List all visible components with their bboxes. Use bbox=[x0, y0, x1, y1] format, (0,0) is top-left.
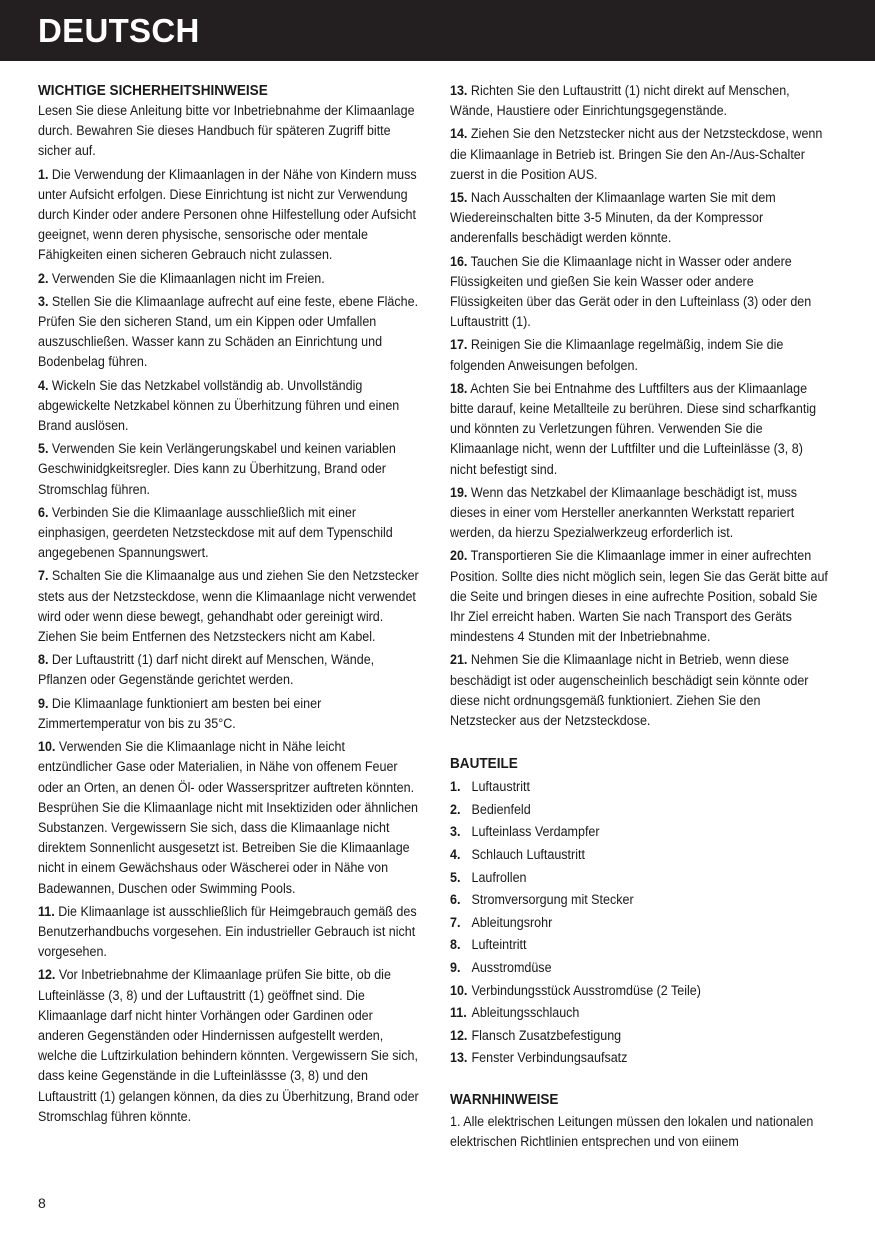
safety-list-right bbox=[450, 81, 829, 731]
safety-item bbox=[450, 650, 829, 731]
safety-item bbox=[450, 124, 829, 185]
parts-item-number: 6. bbox=[450, 892, 461, 908]
safety-item-number: 7. bbox=[38, 568, 49, 584]
warnings-text: 1. Alle elektrischen Leitungen müssen den lokalen und nationalen elektrischen Richtlinien entsprechen und von eiinem bbox=[450, 1114, 814, 1150]
safety-item-number: 9. bbox=[38, 695, 49, 711]
parts-item bbox=[450, 799, 829, 822]
safety-item-text: Stellen Sie die Klimaanlage aufrecht auf eine feste, ebene Fläche. Prüfen Sie den sicheren Stand, um ein Kippen oder Umfallen auszuschließen. Wasser kann zu Schäden an Einrichtung und Bodenbelag führen. bbox=[38, 293, 419, 370]
safety-item-text: Verwenden Sie die Klimaanlagen nicht im Freien. bbox=[51, 270, 325, 286]
safety-item bbox=[38, 650, 421, 690]
safety-heading: WICHTIGE SICHERHEITSHINWEISE bbox=[38, 83, 268, 99]
page-number: 8 bbox=[38, 1195, 46, 1211]
safety-item-text: Vor Inbetriebnahme der Klimaanlage prüfen Sie bitte, ob die Lufteinlässe (3, 8) und der Luftaustritt (1) geöffnet sind. Die Klimaanlage darf nicht hinter Vorhängen oder Gardinen oder anderen Gegenständen oder Hindernissen aufgestellt werden, welche die Luftzirkulation behindern könnten. Vergewissern Sie sich, dass keine Gegenstände in die Lufteinlässse (3, 8) und den Luftaustritt (1) gelangen können, da dies zu Überhitzung, Brand oder Stromschlag führen könnte. bbox=[38, 967, 419, 1124]
safety-item-number: 21. bbox=[450, 652, 468, 668]
safety-item-text: Reinigen Sie die Klimaanlage regelmäßig, indem Sie die folgenden Anweisungen befolgen. bbox=[450, 337, 784, 373]
parts-item-number: 1. bbox=[450, 779, 461, 795]
right-column bbox=[450, 81, 829, 1155]
safety-item-number: 4. bbox=[38, 377, 49, 393]
parts-item-label: Bedienfeld bbox=[471, 801, 531, 817]
parts-item-number: 7. bbox=[450, 914, 461, 930]
parts-item-label: Stromversorgung mit Stecker bbox=[471, 892, 634, 908]
parts-item-number: 5. bbox=[450, 869, 461, 885]
parts-item-label: Flansch Zusatzbefestigung bbox=[471, 1027, 622, 1043]
parts-item bbox=[450, 934, 829, 957]
parts-item bbox=[450, 1025, 829, 1048]
safety-item bbox=[38, 965, 421, 1127]
safety-item-number: 3. bbox=[38, 293, 49, 309]
page-title: DEUTSCH bbox=[38, 12, 200, 49]
safety-item-number: 12. bbox=[38, 967, 56, 983]
parts-item bbox=[450, 821, 829, 844]
parts-item-number: 8. bbox=[450, 937, 461, 953]
parts-item-label: Schlauch Luftaustritt bbox=[471, 847, 585, 863]
safety-item bbox=[38, 902, 421, 963]
safety-item-text: Der Luftaustritt (1) darf nicht direkt auf Menschen, Wände, Pflanzen oder Gegenstände gerichtet werden. bbox=[38, 652, 375, 688]
safety-item-number: 13. bbox=[450, 83, 468, 98]
parts-item bbox=[450, 980, 829, 1003]
safety-list-left bbox=[38, 165, 421, 1127]
parts-item-label: Luftaustritt bbox=[471, 779, 530, 795]
parts-item-number: 2. bbox=[450, 801, 461, 817]
parts-item-label: Lufteintritt bbox=[471, 937, 527, 953]
safety-item bbox=[38, 376, 421, 437]
parts-item-label: Lufteinlass Verdampfer bbox=[471, 824, 600, 840]
safety-item-text: Transportieren Sie die Klimaanlage immer in einer aufrechten Position. Sollte dies nicht möglich sein, legen Sie das Gerät bitte auf die Seite und bringen dieses in eine aufrechte Position, sobald Sie Ihr Ziel erreicht haben. Warten Sie nach Transport des Geräts mindestens 4 Stunden mit der Inbetriebnahme. bbox=[450, 548, 828, 645]
safety-item bbox=[38, 737, 421, 899]
parts-item bbox=[450, 912, 829, 935]
parts-item-number: 13. bbox=[450, 1050, 468, 1066]
warnings-heading: WARNHINWEISE bbox=[450, 1092, 559, 1109]
safety-item bbox=[450, 546, 829, 647]
safety-item-text: Richten Sie den Luftaustritt (1) nicht direkt auf Menschen, Wände, Haustiere oder Einrichtungsgegenstände. bbox=[450, 83, 790, 119]
safety-item-number: 10. bbox=[38, 739, 56, 755]
safety-item bbox=[450, 483, 829, 544]
parts-item-number: 10. bbox=[450, 982, 468, 998]
parts-item-number: 4. bbox=[450, 847, 461, 863]
parts-item bbox=[450, 1002, 829, 1025]
parts-item-label: Ableitungsschlauch bbox=[471, 1005, 580, 1021]
parts-item bbox=[450, 776, 829, 799]
safety-item-text: Wickeln Sie das Netzkabel vollständig ab. Unvollständig abgewickelte Netzkabel können zu Überhitzung führen und einen Brand auslösen. bbox=[38, 377, 400, 434]
safety-intro: Lesen Sie diese Anleitung bitte vor Inbetriebnahme der Klimaanlage durch. Bewahren Sie dieses Handbuch für späteren Zugriff bitte sicher auf. bbox=[38, 103, 415, 159]
safety-item bbox=[450, 252, 829, 333]
safety-item-text: Verwenden Sie kein Verlängerungskabel und keinen variablen Geschwinidgkeitsregler. Dies kann zu Überhitzung, Brand oder Stromschlag führen. bbox=[38, 441, 396, 497]
safety-item-text: Wenn das Netzkabel der Klimaanlage beschädigt ist, muss dieses in einer vom Hersteller anerkannten Werkstatt repariert werden, da hierzu Spezialwerkzeug erforderlich ist. bbox=[450, 484, 798, 541]
safety-item bbox=[38, 292, 421, 373]
parts-item-number: 11. bbox=[450, 1005, 467, 1021]
parts-list bbox=[450, 776, 829, 1070]
parts-item bbox=[450, 844, 829, 867]
safety-item bbox=[38, 503, 421, 564]
safety-item-text: Tauchen Sie die Klimaanlage nicht in Wasser oder andere Flüssigkeiten und gießen Sie kein Wasser oder andere Flüssigkeiten über das Gerät oder in den Lufteinlass (3) oder den Luftaustritt (1). bbox=[450, 253, 812, 330]
safety-item-number: 18. bbox=[450, 380, 468, 396]
safety-item-number: 11. bbox=[38, 903, 55, 919]
parts-item-number: 3. bbox=[450, 824, 461, 840]
safety-item bbox=[38, 566, 421, 647]
safety-item bbox=[38, 165, 421, 266]
safety-item-number: 19. bbox=[450, 484, 468, 500]
parts-item bbox=[450, 889, 829, 912]
safety-item bbox=[38, 269, 421, 289]
parts-item-number: 9. bbox=[450, 960, 461, 976]
safety-item-text: Nehmen Sie die Klimaanlage nicht in Betrieb, wenn diese beschädigt ist oder augenscheinlich beschädigt sein könnte oder diese nicht ordnungsgemäß funktioniert. Ziehen Sie den Netzstecker aus der Netzsteckdose. bbox=[450, 652, 809, 729]
safety-item-text: Achten Sie bei Entnahme des Luftfilters aus der Klimaanlage bitte darauf, keine Metallteile zu berühren. Diese sind scharfkantig und könnten zu Verletzungen führen. Verwenden Sie die Klimaanlage nicht, wenn der Luftfilter und die Lufteinlässe (3, 8) nicht befestigt sind. bbox=[450, 380, 817, 477]
parts-item-number: 12. bbox=[450, 1027, 468, 1043]
safety-item-text: Verwenden Sie die Klimaanlage nicht in Nähe leicht entzündlicher Gase oder Materialien, in Nähe von offenem Feuer oder an Orten, an denen Öl- oder Wasserspritzer auftreten könnten. Besprühen Sie die Klimaanlage nicht mit Insektiziden oder ähnlichen Substanzen. Vergewissern Sie sich, dass die Klimaanlage nicht direktem Sonnenlicht ausgesetzt ist. Betreiben Sie die Klimaanlage nicht in einem Gewächshaus oder Wäscherei oder in Nähe von Badewannen, Duschen oder Swimming Pools. bbox=[38, 739, 419, 896]
parts-item-label: Ableitungsrohr bbox=[471, 914, 553, 930]
safety-item-text: Schalten Sie die Klimaanalge aus und ziehen Sie den Netzstecker stets aus der Netzsteckdose, wenn die Klimaanlage nicht verwendet wird oder wenn diese bewegt, gehandhabt oder gereinigt wird. Ziehen Sie beim Entfernen des Netzsteckers nicht am Kabel. bbox=[38, 568, 419, 645]
left-column bbox=[38, 81, 421, 1130]
parts-item-label: Fenster Verbindungsaufsatz bbox=[471, 1050, 628, 1066]
safety-item-number: 1. bbox=[38, 166, 49, 182]
safety-item-number: 17. bbox=[450, 337, 468, 353]
safety-item bbox=[38, 439, 421, 500]
safety-item-text: Die Klimaanlage funktioniert am besten bei einer Zimmertemperatur von bis zu 35°C. bbox=[38, 695, 322, 731]
header-bar bbox=[0, 0, 875, 61]
safety-item bbox=[450, 379, 829, 480]
parts-item-label: Ausstromdüse bbox=[471, 960, 552, 976]
safety-item-text: Verbinden Sie die Klimaanlage ausschließlich mit einer einphasigen, geerdeten Netzsteckdose mit auf dem Typenschild angegebenen Spannungswert. bbox=[38, 504, 393, 561]
safety-item-number: 2. bbox=[38, 270, 49, 286]
parts-item bbox=[450, 1047, 829, 1070]
safety-item-text: Ziehen Sie den Netzstecker nicht aus der Netzsteckdose, wenn die Klimaanlage in Betrieb ist. Bringen Sie den An-/Aus-Schalter zuerst in die Position AUS. bbox=[450, 126, 823, 182]
safety-item-number: 5. bbox=[38, 441, 49, 457]
safety-item-text: Nach Ausschalten der Klimaanlage warten Sie mit dem Wiedereinschalten bitte 3-5 Minuten, da der Kompressor anderenfalls beschädigt werden könnte. bbox=[450, 190, 776, 246]
parts-item bbox=[450, 867, 829, 890]
safety-item-number: 16. bbox=[450, 253, 468, 269]
safety-item-number: 14. bbox=[450, 126, 468, 142]
safety-item-number: 6. bbox=[38, 504, 49, 520]
parts-item-label: Verbindungsstück Ausstromdüse (2 Teile) bbox=[471, 982, 701, 998]
safety-item bbox=[450, 81, 829, 121]
safety-item-text: Die Verwendung der Klimaanlagen in der Nähe von Kindern muss unter Aufsicht erfolgen. Diese Einrichtung ist nicht zur Verwendung durch Kinder oder andere Personen ohne Hilfestellung oder Aufsicht geeignet, wenn deren physische, sensorische oder mentale Fähigkeiten einen sicheren Gebrauch nicht zulassen. bbox=[38, 166, 417, 263]
safety-item bbox=[450, 188, 829, 249]
parts-heading: BAUTEILE bbox=[450, 756, 518, 773]
safety-item-number: 8. bbox=[38, 652, 49, 668]
safety-item-text: Die Klimaanlage ist ausschließlich für Heimgebrauch gemäß des Benutzerhandbuchs vorgesehen. Ein industrieller Gebrauch ist nicht vorgesehen. bbox=[38, 903, 417, 960]
safety-item-number: 15. bbox=[450, 190, 468, 206]
safety-item bbox=[38, 694, 421, 734]
parts-item bbox=[450, 957, 829, 980]
parts-item-label: Laufrollen bbox=[471, 869, 527, 885]
safety-item bbox=[450, 335, 829, 375]
safety-item-number: 20. bbox=[450, 548, 468, 564]
